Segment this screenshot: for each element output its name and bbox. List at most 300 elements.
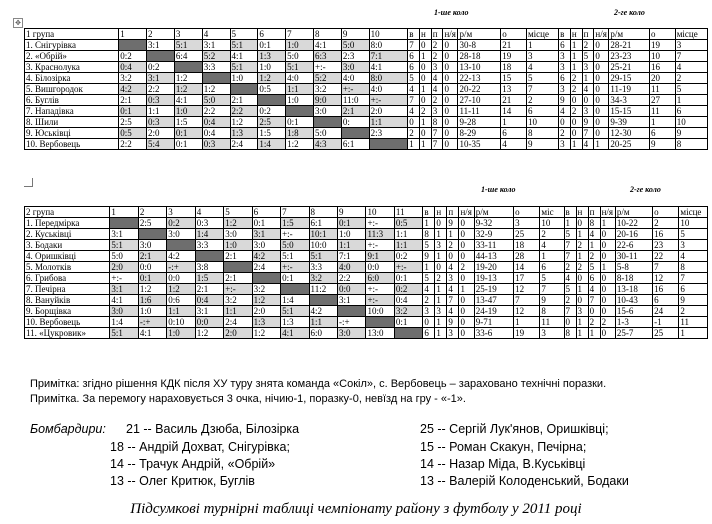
table-cell: 5:1 [309, 251, 337, 262]
table-cell: 0:1 [394, 317, 422, 328]
table-cell: 19 [501, 51, 527, 62]
diagonal-cell [230, 84, 258, 95]
header-cell: п [447, 207, 459, 218]
diagonal-cell [338, 306, 366, 317]
table-cell: +:- [341, 84, 369, 95]
table-cell: 5:4 [147, 139, 175, 150]
table-cell: 2:1 [230, 95, 258, 106]
table-cell: 9-32 [474, 218, 513, 229]
table-cell: 16 [653, 284, 679, 295]
table-cell: 1 [588, 240, 600, 251]
table-cell: 1:0 [224, 240, 252, 251]
table-cell: 2:2 [230, 106, 258, 117]
table-row [25, 128, 708, 139]
table-cell: 0 [443, 95, 458, 106]
diagonal-cell [281, 284, 309, 295]
table-cell: 15-6 [615, 306, 652, 317]
table-cell: 6 [559, 40, 571, 51]
scorers-heading: Бомбардири: [30, 422, 106, 436]
table-cell: 5:0 [281, 240, 309, 251]
table-cell: 3 [447, 273, 459, 284]
table-cell: 25-19 [474, 284, 513, 295]
table-cell: +:- [110, 273, 138, 284]
table-cell: 9-39 [609, 117, 650, 128]
header-cell: 2 група [25, 207, 110, 218]
team-name-cell: 4. Оришківці [25, 251, 110, 262]
table-cell: 23-23 [609, 51, 650, 62]
table-cell: 5:1 [110, 328, 138, 339]
table-cell: 14 [501, 106, 527, 117]
table-cell: 11:2 [309, 284, 337, 295]
table-cell: 1 [501, 117, 527, 128]
table-cell: 3:1 [252, 229, 280, 240]
table-cell: 0 [459, 317, 474, 328]
table-cell: 11 [679, 317, 708, 328]
table-cell: 30-11 [615, 251, 652, 262]
table-cell: 0 [594, 51, 609, 62]
header-cell: 1 [110, 207, 138, 218]
header-cell: н/я [600, 207, 615, 218]
table-cell: 7:1 [369, 51, 408, 62]
table-cell: 4 [408, 106, 420, 117]
team-name-cell: 6. Буглів [25, 95, 119, 106]
table-cell: 8 [675, 139, 707, 150]
table-cell: 1:0 [286, 40, 314, 51]
table-cell: 3 [431, 106, 443, 117]
table-cell: 10 [526, 117, 558, 128]
table-cell: 0:2 [394, 251, 422, 262]
header-cell: 1 [119, 29, 147, 40]
table-cell: 5 [540, 273, 564, 284]
table-cell: 1 [576, 328, 588, 339]
table-cell: 6 [423, 328, 435, 339]
scorer-left-4: 13 -- Олег Критюк, Буглів [110, 474, 255, 488]
table-cell: 3:3 [195, 240, 223, 251]
table-cell: 7 [540, 284, 564, 295]
table-cell: +:- [281, 229, 309, 240]
team-name-cell: 1. Передмірка [25, 218, 110, 229]
table-cell: 2 [564, 295, 576, 306]
table-cell: 6 [408, 51, 420, 62]
table-cell: 0 [600, 229, 615, 240]
diagonal-cell [224, 262, 252, 273]
table-cell: 0:1 [138, 273, 166, 284]
table-cell: 5 [408, 73, 420, 84]
team-name-cell: 3. Краснолука [25, 62, 119, 73]
table-cell: 1:4 [195, 229, 223, 240]
table-cell: 0 [443, 117, 458, 128]
table-cell: 7 [564, 251, 576, 262]
table-cell: 2 [526, 95, 558, 106]
table-cell: 6:0 [366, 273, 394, 284]
table-cell: 5 [564, 229, 576, 240]
table-cell: 0 [459, 295, 474, 306]
diagonal-cell [110, 218, 138, 229]
table-cell: 1:3 [258, 51, 286, 62]
table-cell: 0:1 [252, 218, 280, 229]
table-cell: 1 [576, 251, 588, 262]
table-cell: 3:3 [202, 62, 230, 73]
diagonal-cell [147, 51, 175, 62]
table-cell: 1 [650, 117, 676, 128]
table-cell: +:- [366, 240, 394, 251]
table-cell: 0 [570, 117, 582, 128]
table-cell: 4 [447, 284, 459, 295]
team-name-cell: 10. Вербовець [25, 317, 110, 328]
table-cell: 0 [600, 295, 615, 306]
table-cell: 0:1 [174, 139, 202, 150]
table-cell: 1:2 [174, 73, 202, 84]
table-cell: 1:2 [252, 328, 280, 339]
table-cell: 5:1 [174, 40, 202, 51]
table-cell: 1:1 [394, 240, 422, 251]
table-cell: 2:4 [252, 262, 280, 273]
table-cell: 21 [501, 95, 527, 106]
table-cell: 2:2 [119, 139, 147, 150]
table-cell: 25 [514, 229, 540, 240]
table-cell: 9 [650, 139, 676, 150]
table-cell: 2:2 [338, 273, 366, 284]
table-cell: 8:0 [369, 73, 408, 84]
table-cell: 8 [423, 229, 435, 240]
table-cell: 0 [600, 328, 615, 339]
table-row [25, 117, 708, 128]
table-cell: +:- [281, 262, 309, 273]
table-cell: 4:1 [369, 62, 408, 73]
diagonal-cell [309, 295, 337, 306]
table-cell: 2:4 [224, 317, 252, 328]
diagonal-cell [314, 117, 342, 128]
table-cell: 7 [675, 51, 707, 62]
table-cell: -:+ [138, 317, 166, 328]
table-cell: 1 [419, 51, 431, 62]
table-cell: 0:4 [202, 128, 230, 139]
table-cell: 9 [675, 128, 707, 139]
table-cell: 9 [423, 251, 435, 262]
table-row [25, 262, 708, 273]
table-cell: 13-10 [458, 62, 501, 73]
table-cell: 0 [419, 73, 431, 84]
diagonal-cell [366, 317, 394, 328]
table-cell: 1 [679, 328, 708, 339]
table-cell: 8:0 [369, 40, 408, 51]
table-cell: 0 [447, 251, 459, 262]
table-cell: 7 [564, 306, 576, 317]
team-name-cell: 9. Юськівці [25, 128, 119, 139]
table-cell: 4 [582, 139, 594, 150]
team-name-cell: 8. Вануйків [25, 295, 110, 306]
table-cell: 15-15 [609, 106, 650, 117]
table-cell: 2 [600, 317, 615, 328]
table-cell: 6 [408, 62, 420, 73]
table-cell: 13:0 [366, 328, 394, 339]
table-cell: 1 [570, 139, 582, 150]
table-cell: 44-13 [474, 251, 513, 262]
table-cell: 3 [435, 240, 447, 251]
table-cell: -1 [653, 317, 679, 328]
table-cell: +:- [314, 62, 342, 73]
team-name-cell: 6. Грибова [25, 273, 110, 284]
table-row [25, 251, 708, 262]
header-cell: о [650, 29, 676, 40]
table-cell: 4:0 [369, 84, 408, 95]
table-cell: 3:1 [338, 295, 366, 306]
header-cell: в [408, 29, 420, 40]
table-cell: 10 [540, 218, 564, 229]
table-cell: 1 [540, 251, 564, 262]
table-cell: 1 [588, 328, 600, 339]
table-cell: -:+ [167, 262, 195, 273]
table-cell: 1:3 [230, 128, 258, 139]
table-cell: 3:2 [224, 295, 252, 306]
table-cell: 0 [594, 62, 609, 73]
table-cell: 1:3 [281, 317, 309, 328]
table-cell: 32-9 [474, 229, 513, 240]
table-cell: 4 [675, 62, 707, 73]
header-cell: 7 [286, 29, 314, 40]
table-cell: 2 [459, 262, 474, 273]
table-cell: 3 [582, 62, 594, 73]
table-cell: 5:1 [281, 306, 309, 317]
table-cell: 3 [679, 240, 708, 251]
table-cell: 3 [675, 40, 707, 51]
table-cell: 1:1 [147, 106, 175, 117]
table-cell: 12 [653, 273, 679, 284]
table-cell: 0: [341, 117, 369, 128]
table-cell: 0:1 [258, 40, 286, 51]
team-name-cell: 5. Молотків [25, 262, 110, 273]
table-cell: 9 [540, 295, 564, 306]
table-cell: 1:4 [281, 295, 309, 306]
table-cell: 4 [447, 306, 459, 317]
table-cell: 3 [423, 306, 435, 317]
table-cell: 22-13 [458, 73, 501, 84]
table-cell: 1 [570, 51, 582, 62]
table-move-handle-icon[interactable]: ✥ [13, 18, 23, 28]
table-cell: 2:0 [252, 306, 280, 317]
table-cell: 1 [576, 284, 588, 295]
table-cell: 0:2 [394, 284, 422, 295]
table-cell: 7 [514, 295, 540, 306]
diagonal-cell [258, 95, 286, 106]
table-cell: 1:1 [167, 306, 195, 317]
diagonal-cell [394, 328, 422, 339]
table-cell: 7 [447, 295, 459, 306]
table-cell: 3:1 [110, 229, 138, 240]
table-cell: 1:4 [110, 317, 138, 328]
table-cell: 23 [653, 240, 679, 251]
table-cell: 6:4 [174, 51, 202, 62]
table-cell: 0 [459, 273, 474, 284]
table-cell: 4 [526, 62, 558, 73]
table-cell: 2 [540, 229, 564, 240]
team-name-cell: 8. Шили [25, 117, 119, 128]
table-cell: 1 [419, 117, 431, 128]
table-cell: 0:2 [119, 51, 147, 62]
table-cell: 3:0 [314, 106, 342, 117]
table-cell: 8-18 [615, 273, 652, 284]
table-cell: 9:1 [366, 251, 394, 262]
table-cell: 1 [419, 139, 431, 150]
table-cell: 1:6 [138, 295, 166, 306]
table-cell: 6 [526, 106, 558, 117]
table-cell: 1 [419, 84, 431, 95]
team-name-cell: 5. Вишгородок [25, 84, 119, 95]
table-cell: 2 [431, 40, 443, 51]
table-cell: 1:2 [202, 84, 230, 95]
header-cell: 5 [224, 207, 252, 218]
table-cell: 1 [435, 284, 447, 295]
diagonal-cell [252, 273, 280, 284]
diagonal-cell [167, 240, 195, 251]
team-name-cell: 2. Куськівці [25, 229, 110, 240]
team-name-cell: 1. Снігурівка [25, 40, 119, 51]
table-cell: 5:1 [281, 251, 309, 262]
table-cell: 1:5 [281, 218, 309, 229]
table-cell: 0:3 [195, 218, 223, 229]
table-cell: 2 [423, 295, 435, 306]
group2-header-row [25, 207, 708, 218]
table-cell: 1:2 [138, 284, 166, 295]
table-cell: 2 [570, 84, 582, 95]
table-cell: 7 [526, 84, 558, 95]
table-cell: 2:1 [138, 251, 166, 262]
table-cell: 0:4 [394, 295, 422, 306]
header-cell: 6 [258, 29, 286, 40]
table-cell: 12-30 [609, 128, 650, 139]
table-cell: 2:1 [341, 106, 369, 117]
table-cell: 3 [559, 51, 571, 62]
table-cell: 11 [650, 84, 676, 95]
table-cell: 1:2 [174, 84, 202, 95]
table-cell: 0 [443, 84, 458, 95]
diagonal-cell [369, 139, 408, 150]
table-cell: 4 [540, 240, 564, 251]
table-cell: 6 [650, 128, 676, 139]
group1-kolo2-label: 2-ге коло [614, 8, 645, 17]
table-cell: 22 [653, 251, 679, 262]
table-cell: 13-18 [615, 284, 652, 295]
table-cell: +:- [366, 284, 394, 295]
table-cell: 4:2 [167, 251, 195, 262]
table-cell: 3 [576, 306, 588, 317]
table-cell: 5 [564, 284, 576, 295]
table-cell: 1 [582, 73, 594, 84]
table-cell: 5 [675, 84, 707, 95]
table-cell: 10-43 [615, 295, 652, 306]
table-cell: 4:1 [138, 328, 166, 339]
table-cell: 10 [679, 218, 708, 229]
table-cell: 3 [559, 139, 571, 150]
table-row [25, 284, 708, 295]
table-cell: 1:2 [258, 73, 286, 84]
table-cell: 1 [447, 229, 459, 240]
table-cell: 0 [443, 51, 458, 62]
table-cell: 3:0 [110, 306, 138, 317]
table-cell: 10-22 [615, 218, 652, 229]
table-cell: 4:2 [309, 306, 337, 317]
table-cell: 4 [431, 73, 443, 84]
table-cell: 9 [582, 117, 594, 128]
table-row [25, 306, 708, 317]
table-cell: +:- [369, 95, 408, 106]
table-cell: 24-19 [474, 306, 513, 317]
table-cell: 0 [443, 139, 458, 150]
table-cell: 2 [576, 240, 588, 251]
table-cell: 0 [588, 306, 600, 317]
table-cell: 4:0 [286, 73, 314, 84]
table-cell: 3 [559, 62, 571, 73]
table-cell: 4:3 [314, 139, 342, 150]
scorer-right-3: 14 -- Назар Міда, В.Куськівці [420, 457, 586, 471]
table-cell: 8 [679, 262, 708, 273]
table-cell: 2 [559, 128, 571, 139]
table-cell: 0:3 [147, 95, 175, 106]
table-cell: 2 [588, 251, 600, 262]
table-cell: 7 [431, 139, 443, 150]
table-cell: 0:3 [147, 117, 175, 128]
table-cell: 0:10 [167, 317, 195, 328]
table-cell: 1:0 [174, 106, 202, 117]
table-cell: +:- [224, 284, 252, 295]
table-cell: 19 [650, 40, 676, 51]
table-cell: 0 [559, 117, 571, 128]
table-cell: 4:0 [341, 73, 369, 84]
table-cell: 1:2 [286, 139, 314, 150]
group1-header-row [25, 29, 708, 40]
table-cell: 0:2 [258, 106, 286, 117]
table-cell: 1:5 [195, 273, 223, 284]
table-cell: 11 [650, 106, 676, 117]
table-row [25, 218, 708, 229]
table-cell: 18 [514, 240, 540, 251]
table-cell: 0 [443, 128, 458, 139]
table-cell: 27 [650, 95, 676, 106]
table-cell: 2 [653, 218, 679, 229]
table-cell: 28-18 [458, 51, 501, 62]
diagonal-cell [202, 73, 230, 84]
table-cell: 4 [431, 84, 443, 95]
table-cell: 0:5 [119, 128, 147, 139]
table-cell: 8 [540, 306, 564, 317]
table-cell: 2:0 [110, 262, 138, 273]
table-cell: 0 [419, 62, 431, 73]
header-cell: р/м [474, 207, 513, 218]
table-cell: 24 [653, 306, 679, 317]
table-cell: 8 [564, 328, 576, 339]
table-cell: 3:1 [202, 40, 230, 51]
table-cell: 5 [526, 73, 558, 84]
table-cell: 6:3 [314, 51, 342, 62]
table-cell: 2:3 [369, 128, 408, 139]
scorer-left-1: 21 -- Василь Дзюба, Білозірка [126, 422, 300, 436]
table-cell: 6 [588, 273, 600, 284]
table-cell: 2 [679, 306, 708, 317]
table-row [25, 95, 708, 106]
table-cell: 0:3 [202, 139, 230, 150]
table-cell: 0 [600, 284, 615, 295]
table-cell: 0 [443, 40, 458, 51]
table-cell: 13-47 [474, 295, 513, 306]
table-cell: 2:0 [224, 328, 252, 339]
diagonal-cell [119, 40, 147, 51]
table-cell: 1:0 [286, 95, 314, 106]
header-cell: р/м [458, 29, 501, 40]
table-cell: 0 [419, 95, 431, 106]
table-cell: 4 [423, 284, 435, 295]
header-cell: 2 [138, 207, 166, 218]
table-cell: 6 [540, 262, 564, 273]
